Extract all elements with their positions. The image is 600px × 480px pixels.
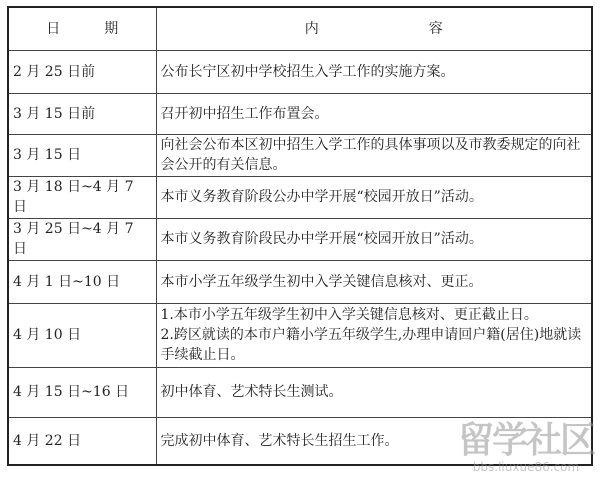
content-line: 本市义务教育阶段公办中学开展“校园开放日”活动。 <box>160 189 483 205</box>
table-row <box>8 303 592 367</box>
date-cell: 4 月 22 日 <box>8 417 156 465</box>
table-header-row <box>8 7 592 50</box>
content-cell <box>156 218 592 260</box>
date-cell: 3 月 25 日~4 月 7 日 <box>8 218 156 260</box>
date-cell: 4 月 1 日~10 日 <box>8 260 156 303</box>
table-row <box>8 176 592 218</box>
header-date-char: 期 <box>104 20 119 37</box>
date-cell: 4 月 10 日 <box>8 303 156 367</box>
table-row <box>8 417 592 465</box>
table-row <box>8 218 592 260</box>
content-cell <box>156 176 592 218</box>
content-line: 本市小学五年级学生初中入学关键信息核对、更正。 <box>160 273 483 290</box>
content-line: 完成初中体育、艺术特长生招生工作。 <box>160 432 399 449</box>
header-content-char: 容 <box>428 20 443 37</box>
content-cell <box>156 50 592 93</box>
content-cell <box>156 303 592 367</box>
table-row <box>8 93 592 134</box>
date-cell: 3 月 15 日前 <box>8 93 156 134</box>
date-cell: 4 月 15 日~16 日 <box>8 367 156 417</box>
content-cell <box>156 134 592 176</box>
header-date <box>8 7 156 50</box>
content-cell <box>156 417 592 465</box>
content-line: 召开初中招生工作布置会。 <box>160 105 329 122</box>
header-content <box>156 7 592 50</box>
content-cell <box>156 93 592 134</box>
content-line: 公布长宁区初中学校招生入学工作的实施方案。 <box>160 63 455 80</box>
date-cell: 3 月 18 日~4 月 7 日 <box>8 176 156 218</box>
table-row <box>8 50 592 93</box>
content-line: 初中体育、艺术特长生测试。 <box>160 384 343 400</box>
content-cell <box>156 367 592 417</box>
date-cell: 3 月 15 日 <box>8 134 156 176</box>
table-row <box>8 134 592 176</box>
watermark-logo: 留学社区 <box>457 420 594 461</box>
table-row <box>8 367 592 417</box>
content-cell <box>156 260 592 303</box>
content-line: 2.跨区就读的本市户籍小学五年级学生,办理申请回户籍(居住)地就读手续截止日。 <box>160 327 582 363</box>
header-date-char: 日 <box>46 20 61 37</box>
date-cell: 2 月 25 日前 <box>8 50 156 93</box>
content-line: 向社会公布本区初中招生入学工作的具体事项以及市教委规定的向社会公开的有关信息。 <box>160 137 581 173</box>
header-content-char: 内 <box>304 20 319 37</box>
watermark-url: bbs.liuxue86.com <box>472 460 580 474</box>
table-row <box>8 260 592 303</box>
content-line: 1.本市小学五年级学生初中入学关键信息核对、更正截止日。 <box>160 307 538 323</box>
admission-schedule-table <box>7 6 593 466</box>
content-line: 本市义务教育阶段民办中学开展“校园开放日”活动。 <box>160 231 483 247</box>
